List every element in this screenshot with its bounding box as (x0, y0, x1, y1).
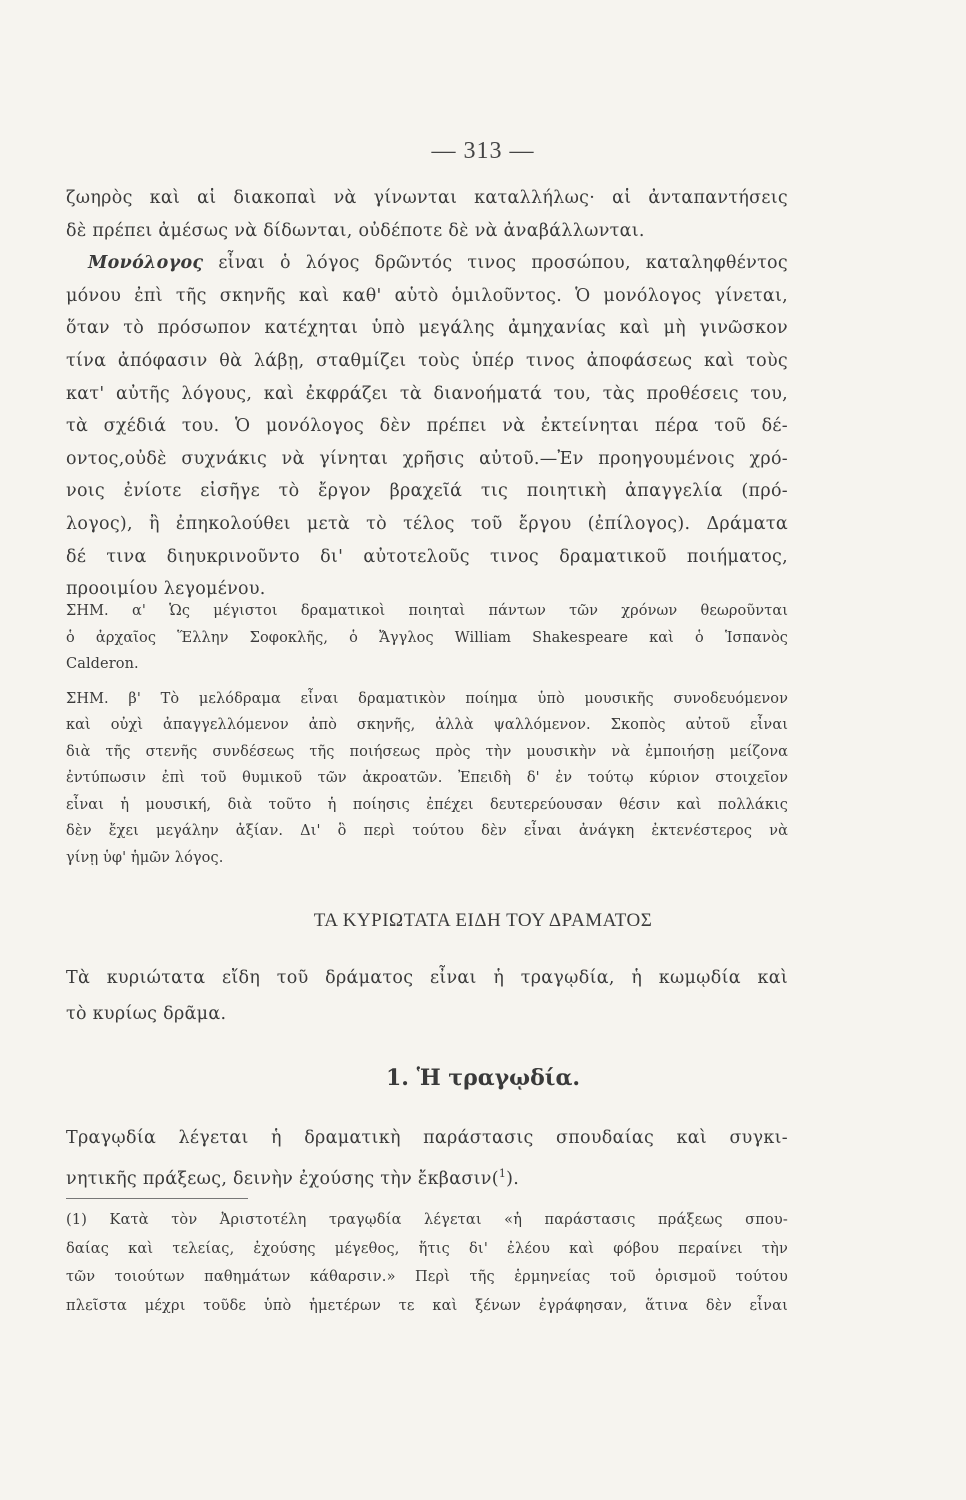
text-line: τὰ σχέδιά του. Ὁ μονόλογος δὲν πρέπει νὰ ἐκτείνηται πέρα τοῦ δέ- (66, 416, 788, 437)
text-line: τῶν τοιούτων παθημάτων κάθαρσιν.» Περὶ τῆς ἑρμηνείας τοῦ ὁρισμοῦ τούτου (66, 1269, 788, 1285)
text-line: καὶ οὐχὶ ἀπαγγελλόμενον ἀπὸ σκηνῆς, ἀλλὰ ψαλλόμενον. Σκοπὸς αὐτοῦ εἶναι (66, 717, 788, 733)
text-line: δὲν ἔχει μεγάλην ἀξίαν. Δι' ὃ περὶ τούτου δὲν εἶναι ἀνάγκη ἐκτενέστερος νὰ (66, 823, 788, 839)
text-line: κατ' αὐτῆς λόγους, καὶ ἐκφράζει τὰ διανοήματά του, τὰς προθέσεις του, (66, 383, 788, 404)
text-line: διὰ τῆς στενῆς συνδέσεως τῆς ποιήσεως πρὸς τὴν μουσικὴν νὰ ἐμποιήσῃ μείζονα (66, 743, 788, 760)
text-line: δὲ πρέπει ἀμέσως νὰ δίδωνται, οὐδέποτε δὲ νὰ ἀναβάλλωνται. (66, 220, 645, 241)
text-line: εἶναι ἡ μουσική, διὰ τοῦτο ἡ ποίησις ἐπέχει δευτερεύουσαν θέσιν καὶ πολλάκις (66, 796, 788, 813)
page-number: — 313 — (431, 138, 535, 164)
text-line: (1) Κατὰ τὸν Ἀριστοτέλη τραγῳδία λέγεται «ἡ παράστασις πράξεως σπου- (66, 1212, 788, 1228)
footnote-divider (66, 1198, 248, 1199)
text-line: ζωηρὸς καὶ αἱ διακοπαὶ νὰ γίνωνται καταλλήλως· αἱ ἀνταπαντήσεις (66, 188, 788, 208)
tragedy-paragraph (66, 1120, 788, 1197)
text-line: ΣΗΜ. β' Τὸ μελόδραμα εἶναι δραματικὸν ποίημα ὑπὸ μουσικῆς συνοδευόμενον (66, 690, 788, 707)
text-line: ΣΗΜ. α' Ὡς μέγιστοι δραματικοὶ ποιηταὶ πάντων τῶν χρόνων θεωροῦνται (66, 603, 788, 619)
text-line: μόνου ἐπὶ τῆς σκηνῆς καὶ καθ' αὑτὸ ὁμιλοῦντος. Ὁ μονόλογος γίνεται, (66, 285, 788, 306)
text-line: δέ τινα διηυκρινοῦντο δι' αὐτοτελοῦς τινος δραματικοῦ ποιήματος, (66, 546, 788, 567)
text-line: οντος,οὐδὲ συχνάκις νὰ γίνηται χρῆσις αὐτοῦ.—Ἐν προηγουμένοις χρό- (66, 448, 788, 469)
footnote-ref: 1 (498, 1167, 507, 1180)
text-line (66, 247, 788, 280)
text-line: Τὰ κυριώτατα εἴδη τοῦ δράματος εἶναι ἡ τραγῳδία, ἡ κωμῳδία καὶ (66, 968, 788, 988)
text-line: ὅταν τὸ πρόσωπον κατέχηται ὑπὸ μεγάλης ἀμηχανίας καὶ μὴ γινῶσκον (66, 318, 788, 339)
text-line: Τραγῳδία λέγεται ἡ δραματικὴ παράστασις σπουδαίας καὶ συγκι- (66, 1128, 788, 1148)
text-line (66, 1156, 788, 1197)
text-fragment: νητικῆς πράξεως, δεινὴν ἐχούσης τὴν ἔκβασιν( (66, 1168, 499, 1189)
note-b (66, 686, 788, 872)
text-line: λογος), ἢ ἐπηκολούθει μετὰ τὸ τέλος τοῦ ἔργου (ἐπίλογος). Δράματα (66, 513, 788, 534)
text-line: προοιμίου λεγομένου. (66, 579, 266, 600)
text-line: τὸ κυρίως δρᾶμα. (66, 1004, 227, 1024)
text-fragment: εἶναι ὁ λόγος δρῶντός τινος προσώπου, καταληφθέντος (203, 253, 788, 274)
text-fragment: ). (506, 1168, 520, 1189)
monologos-term: Μονόλογος (88, 253, 204, 274)
subheading-tragedy: 1. Ἡ τραγῳδία. (385, 1065, 581, 1091)
text-line: νοις ἐνίοτε εἰσῆγε τὸ ἔργον βραχεῖά τις ποιητικὴ ἀπαγγελία (πρό- (66, 481, 788, 502)
notes-block (66, 598, 788, 879)
footnote (66, 1206, 788, 1320)
text-line: δαίας καὶ τελείας, ἐχούσης μέγεθος, ἥτις δι' ἐλέου καὶ φόβου περαίνει τὴν (66, 1240, 788, 1257)
text-line: ὁ ἀρχαῖος Ἕλλην Σοφοκλῆς, ὁ Ἄγγλος William Shakespeare καὶ ὁ Ἱσπανὸς (66, 629, 788, 646)
text-line: γίνῃ ὑφ' ἡμῶν λόγος. (66, 849, 224, 866)
main-paragraphs (66, 182, 788, 606)
text-line: πλεῖστα μέχρι τοῦδε ὑπὸ ἡμετέρων τε καὶ ξένων ἐγράφησαν, ἅτινα δὲν εἶναι (66, 1297, 788, 1314)
note-a (66, 598, 788, 678)
text-line: ἐντύπωσιν ἐπὶ τοῦ θυμικοῦ τῶν ἀκροατῶν. Ἐπειδὴ δ' ἐν τούτῳ κύριον στοιχεῖον (66, 770, 788, 786)
section-heading: ΤΑ ΚΥΡΙΩΤΑΤΑ ΕΙΔΗ ΤΟΥ ΔΡΑΜΑΤΟΣ (313, 910, 653, 931)
section-paragraph (66, 960, 788, 1032)
text-line: τίνα ἀπόφασιν θὰ λάβῃ, σταθμίζει τοὺς ὑπέρ τινος ἀποφάσεως καὶ τοὺς (66, 350, 788, 371)
text-line: Calderon. (66, 656, 139, 672)
